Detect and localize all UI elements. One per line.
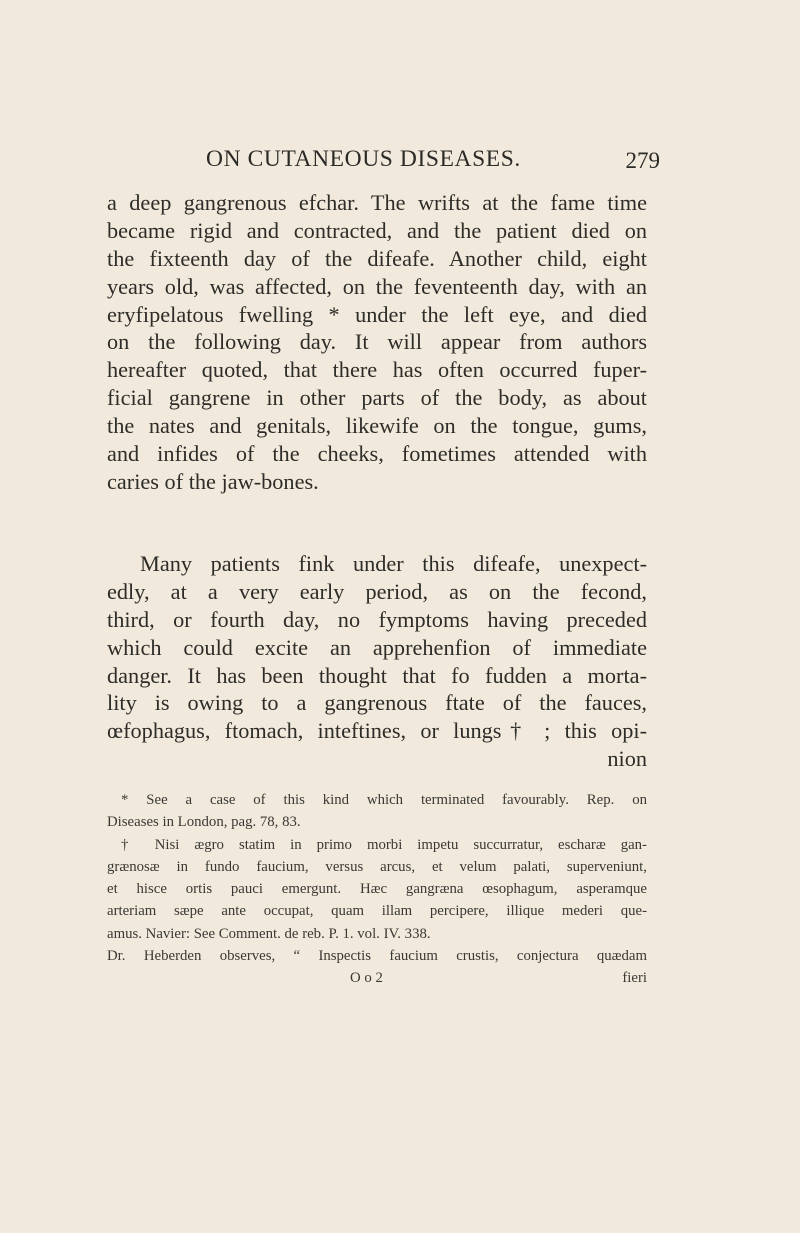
footnote-line: † Nisi ægro statim in primo morbi impetu succurratur, escharæ gan-: [121, 836, 647, 853]
text-line: eryfipelatous fwelling * under the left eye, and died: [107, 301, 647, 327]
footnote-line: et hisce ortis pauci emergunt. Hæc gangræna œsophagum, asperamque: [107, 881, 647, 898]
text-line: ficial gangrene in other parts of the body, as about: [107, 385, 647, 411]
paragraph-2: [107, 550, 647, 773]
footnotes: [107, 789, 647, 990]
text-line: years old, was affected, on the feventeenth day, with an: [107, 273, 647, 299]
page-number: 279: [625, 148, 660, 173]
text-line: on the following day. It will appear from authors: [107, 329, 647, 355]
text-line: edly, at a very early period, as on the fecond,: [107, 578, 647, 604]
text-line: hereafter quoted, that there has often occurred fuper-: [107, 357, 647, 383]
footer-catchword: fieri: [622, 970, 647, 987]
text-line: danger. It has been thought that fo fudden a morta-: [107, 662, 647, 688]
page-header: [206, 146, 660, 182]
page-footer: [107, 967, 647, 989]
signature-mark: O o 2: [350, 970, 383, 987]
text-line: the fixteenth day of the difeafe. Another child, eight: [107, 245, 647, 271]
text-line: third, or fourth day, no fymptoms having preceded: [107, 606, 647, 632]
text-line: became rigid and contracted, and the patient died on: [107, 217, 647, 243]
text-line: œfophagus, ftomach, inteftines, or lungs† ; this opi-: [107, 718, 647, 744]
footnote-line: Diseases in London, pag. 78, 83.: [107, 814, 301, 831]
text-line: caries of the jaw-bones.: [107, 468, 319, 494]
footnote-line: * See a case of this kind which terminated favourably. Rep. on: [121, 792, 647, 808]
text-line: the nates and genitals, likewife on the tongue, gums,: [107, 413, 647, 439]
text-line: lity is owing to a gangrenous ftate of the fauces,: [107, 690, 647, 716]
running-title: ON CUTANEOUS DISEASES.: [206, 146, 521, 172]
text-line: which could excite an apprehenfion of immediate: [107, 634, 647, 660]
footnote-line: arteriam sæpe ante occupat, quam illam percipere, illique mederi que-: [107, 903, 647, 920]
footnote-line: grænosæ in fundo faucium, versus arcus, et velum palati, superveniunt,: [107, 858, 647, 875]
paragraph-1: [107, 189, 647, 496]
text-line: and infides of the cheeks, fometimes attended with: [107, 441, 647, 467]
text-line: a deep gangrenous efchar. The wrifts at the fame time: [107, 190, 647, 215]
text-line: Many patients fink under this difeafe, unexpect-: [140, 551, 647, 576]
catchword: nion: [607, 746, 647, 772]
footnote-line: Dr. Heberden observes, “ Inspectis faucium crustis, conjectura quædam: [107, 948, 647, 965]
footnote-line: amus. Navier: See Comment. de reb. P. 1. vol. IV. 338.: [107, 925, 431, 942]
